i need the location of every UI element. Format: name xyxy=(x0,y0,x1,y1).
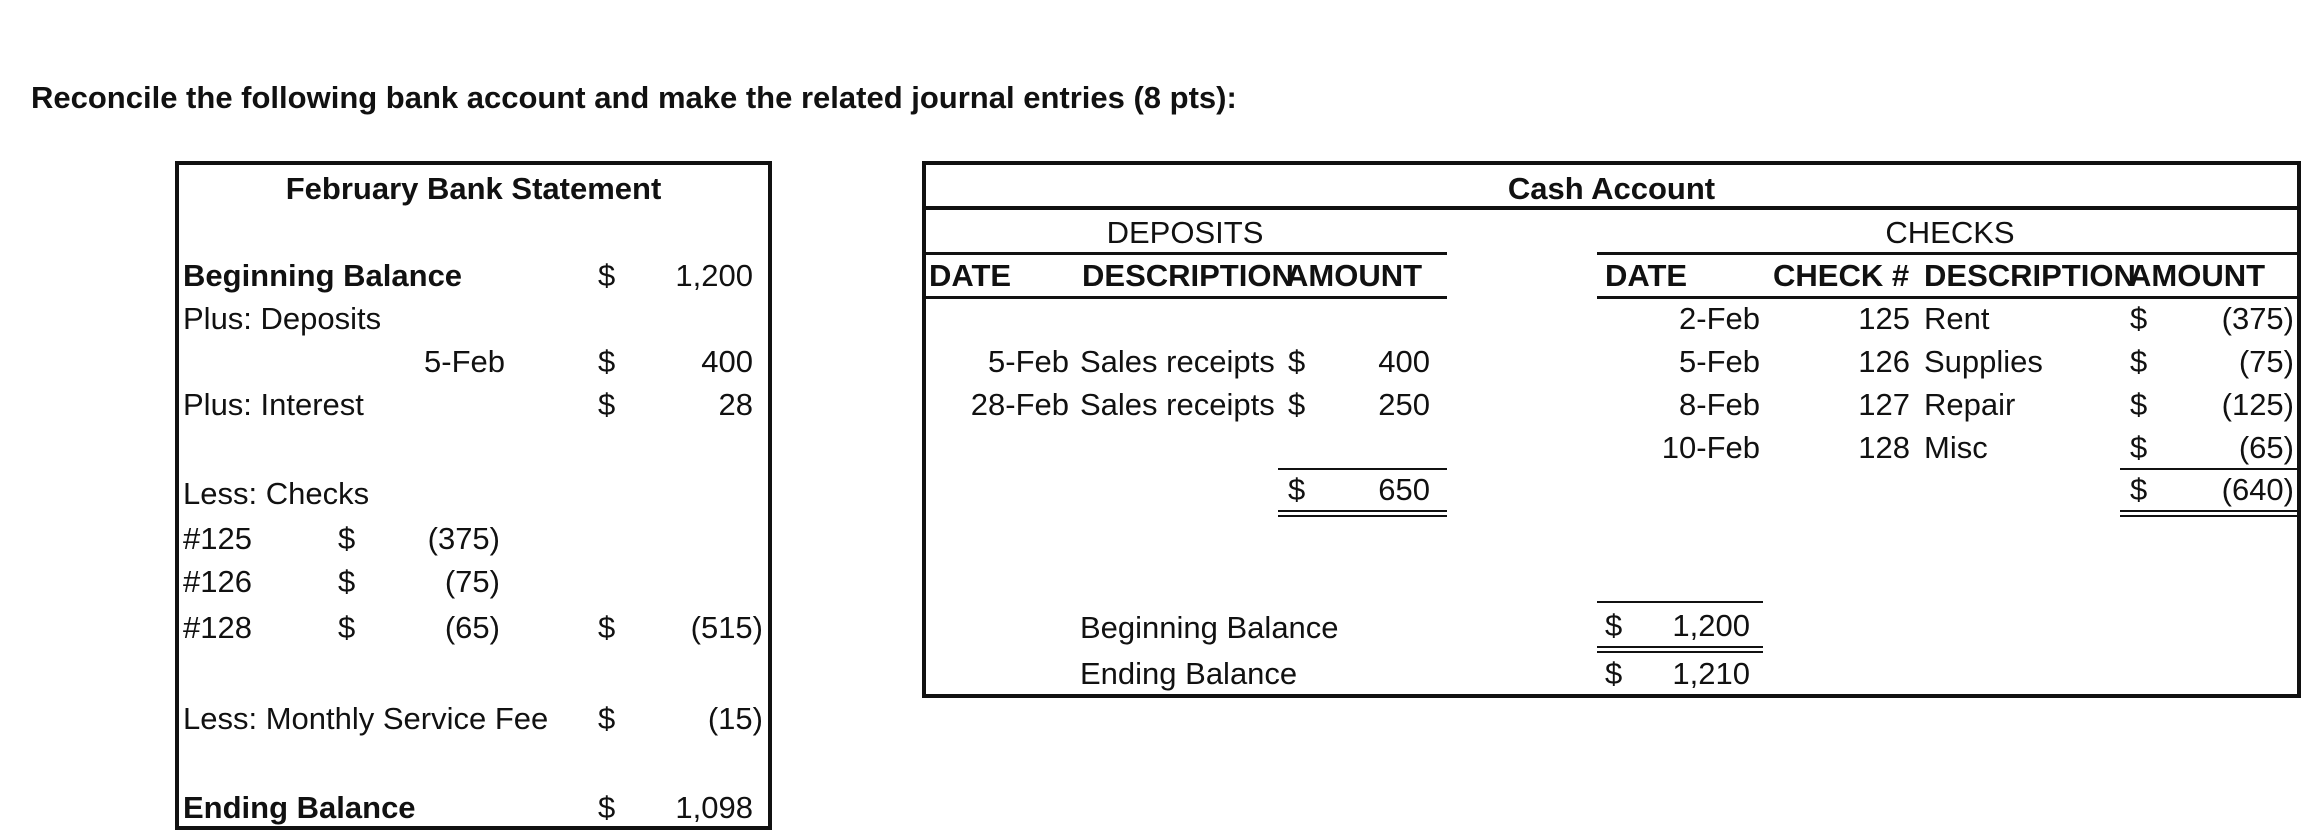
bs-check-num: #125 xyxy=(183,521,252,556)
checks-col-check: CHECK # xyxy=(1773,258,1910,293)
bs-interest-amount: 28 xyxy=(718,387,753,422)
bs-deposit-dollar: $ xyxy=(598,344,616,379)
deposit-row-description: Sales receipts xyxy=(1080,344,1275,379)
checks-heading: CHECKS xyxy=(1885,215,2015,250)
ca-balance-double-rule-1 xyxy=(1597,646,1763,648)
deposit-row-amount: 250 xyxy=(1378,387,1430,422)
check-row-description: Supplies xyxy=(1924,344,2043,379)
check-row-amount: (125) xyxy=(2221,387,2294,422)
check-row-date: 5-Feb xyxy=(1679,344,1760,379)
deposit-row-date: 28-Feb xyxy=(970,387,1069,422)
cash-account-title: Cash Account xyxy=(1507,171,1716,206)
bs-deposit-amount: 400 xyxy=(701,344,753,379)
bs-checks-total-amount: (515) xyxy=(690,610,763,645)
deposit-row-dollar: $ xyxy=(1288,344,1306,379)
ca-ending-balance-dollar: $ xyxy=(1605,656,1623,691)
bs-interest-dollar: $ xyxy=(598,387,616,422)
deposits-col-date: DATE xyxy=(929,258,1012,293)
checks-col-amount: AMOUNT xyxy=(2129,258,2266,293)
ca-ending-balance-amount: 1,210 xyxy=(1672,656,1750,691)
check-row-date: 2-Feb xyxy=(1679,301,1760,336)
bs-check-amount: (375) xyxy=(427,521,500,556)
check-row-date: 10-Feb xyxy=(1661,430,1760,465)
bs-check-amount: (65) xyxy=(444,610,500,645)
ca-balance-double-rule-2 xyxy=(1597,651,1763,653)
check-row-dollar: $ xyxy=(2130,387,2148,422)
deposit-row-dollar: $ xyxy=(1288,387,1306,422)
check-row-number: 127 xyxy=(1858,387,1910,422)
bs-ending-balance-label: Ending Balance xyxy=(183,790,416,825)
bs-service-fee-dollar: $ xyxy=(598,701,616,736)
checks-total-amount: (640) xyxy=(2221,472,2294,507)
check-row-description: Misc xyxy=(1924,430,1988,465)
bs-beginning-balance-label: Beginning Balance xyxy=(183,258,463,293)
checks-total-double-rule-2 xyxy=(2120,515,2301,517)
bs-service-fee-label: Less: Monthly Service Fee xyxy=(183,701,549,736)
bs-plus-deposits-label: Plus: Deposits xyxy=(183,301,382,336)
checks-header-rule xyxy=(1597,296,2301,299)
bank-statement-title: February Bank Statement xyxy=(285,171,662,206)
bs-less-checks-label: Less: Checks xyxy=(183,476,370,511)
checks-total-dollar: $ xyxy=(2130,472,2148,507)
deposit-row-date: 5-Feb xyxy=(988,344,1069,379)
check-row-number: 126 xyxy=(1858,344,1910,379)
deposits-heading: DEPOSITS xyxy=(1106,215,1264,250)
checks-col-description: DESCRIPTION xyxy=(1924,258,2136,293)
check-row-number: 125 xyxy=(1858,301,1910,336)
deposits-total-double-rule-1 xyxy=(1278,510,1447,512)
bs-ending-balance-amount: 1,098 xyxy=(675,790,753,825)
check-row-amount: (375) xyxy=(2221,301,2294,336)
bs-check-dollar: $ xyxy=(338,521,356,556)
deposit-row-description: Sales receipts xyxy=(1080,387,1275,422)
deposits-total-amount: 650 xyxy=(1378,472,1430,507)
bs-deposit-date: 5-Feb xyxy=(424,344,505,379)
check-row-dollar: $ xyxy=(2130,430,2148,465)
check-row-date: 8-Feb xyxy=(1679,387,1760,422)
bs-check-num: #126 xyxy=(183,564,252,599)
bs-plus-interest-label: Plus: Interest xyxy=(183,387,364,422)
checks-total-double-rule-1 xyxy=(2120,510,2301,512)
deposit-row-amount: 400 xyxy=(1378,344,1430,379)
bs-checks-total-dollar: $ xyxy=(598,610,616,645)
deposits-col-amount: AMOUNT xyxy=(1286,258,1423,293)
bs-check-dollar: $ xyxy=(338,610,356,645)
bs-check-dollar: $ xyxy=(338,564,356,599)
ca-beginning-balance-top-rule xyxy=(1597,601,1763,603)
bs-beginning-balance-dollar: $ xyxy=(598,258,616,293)
ca-ending-balance-label: Ending Balance xyxy=(1080,656,1298,691)
page-title: Reconcile the following bank account and make the related journal entries (8 pts): xyxy=(31,80,1237,115)
ca-beginning-balance-dollar: $ xyxy=(1605,608,1623,643)
bs-check-amount: (75) xyxy=(444,564,500,599)
check-row-dollar: $ xyxy=(2130,344,2148,379)
bs-service-fee-amount: (15) xyxy=(707,701,763,736)
deposits-total-top-rule xyxy=(1278,468,1447,470)
deposits-total-double-rule-2 xyxy=(1278,515,1447,517)
check-row-amount: (75) xyxy=(2238,344,2294,379)
check-row-amount: (65) xyxy=(2238,430,2294,465)
check-row-description: Repair xyxy=(1924,387,2016,422)
ca-beginning-balance-amount: 1,200 xyxy=(1672,608,1750,643)
check-row-number: 128 xyxy=(1858,430,1910,465)
check-row-dollar: $ xyxy=(2130,301,2148,336)
bs-ending-balance-dollar: $ xyxy=(598,790,616,825)
bs-beginning-balance-amount: 1,200 xyxy=(675,258,753,293)
checks-col-date: DATE xyxy=(1605,258,1688,293)
checks-total-top-rule xyxy=(2120,468,2301,470)
ca-beginning-balance-label: Beginning Balance xyxy=(1080,610,1339,645)
deposits-heading-rule xyxy=(922,252,1447,255)
deposits-total-dollar: $ xyxy=(1288,472,1306,507)
deposits-col-description: DESCRIPTION xyxy=(1082,258,1294,293)
cash-account-title-rule xyxy=(922,206,2301,210)
check-row-description: Rent xyxy=(1924,301,1990,336)
bs-check-num: #128 xyxy=(183,610,252,645)
checks-heading-rule xyxy=(1597,252,2301,255)
deposits-header-rule xyxy=(922,296,1447,299)
